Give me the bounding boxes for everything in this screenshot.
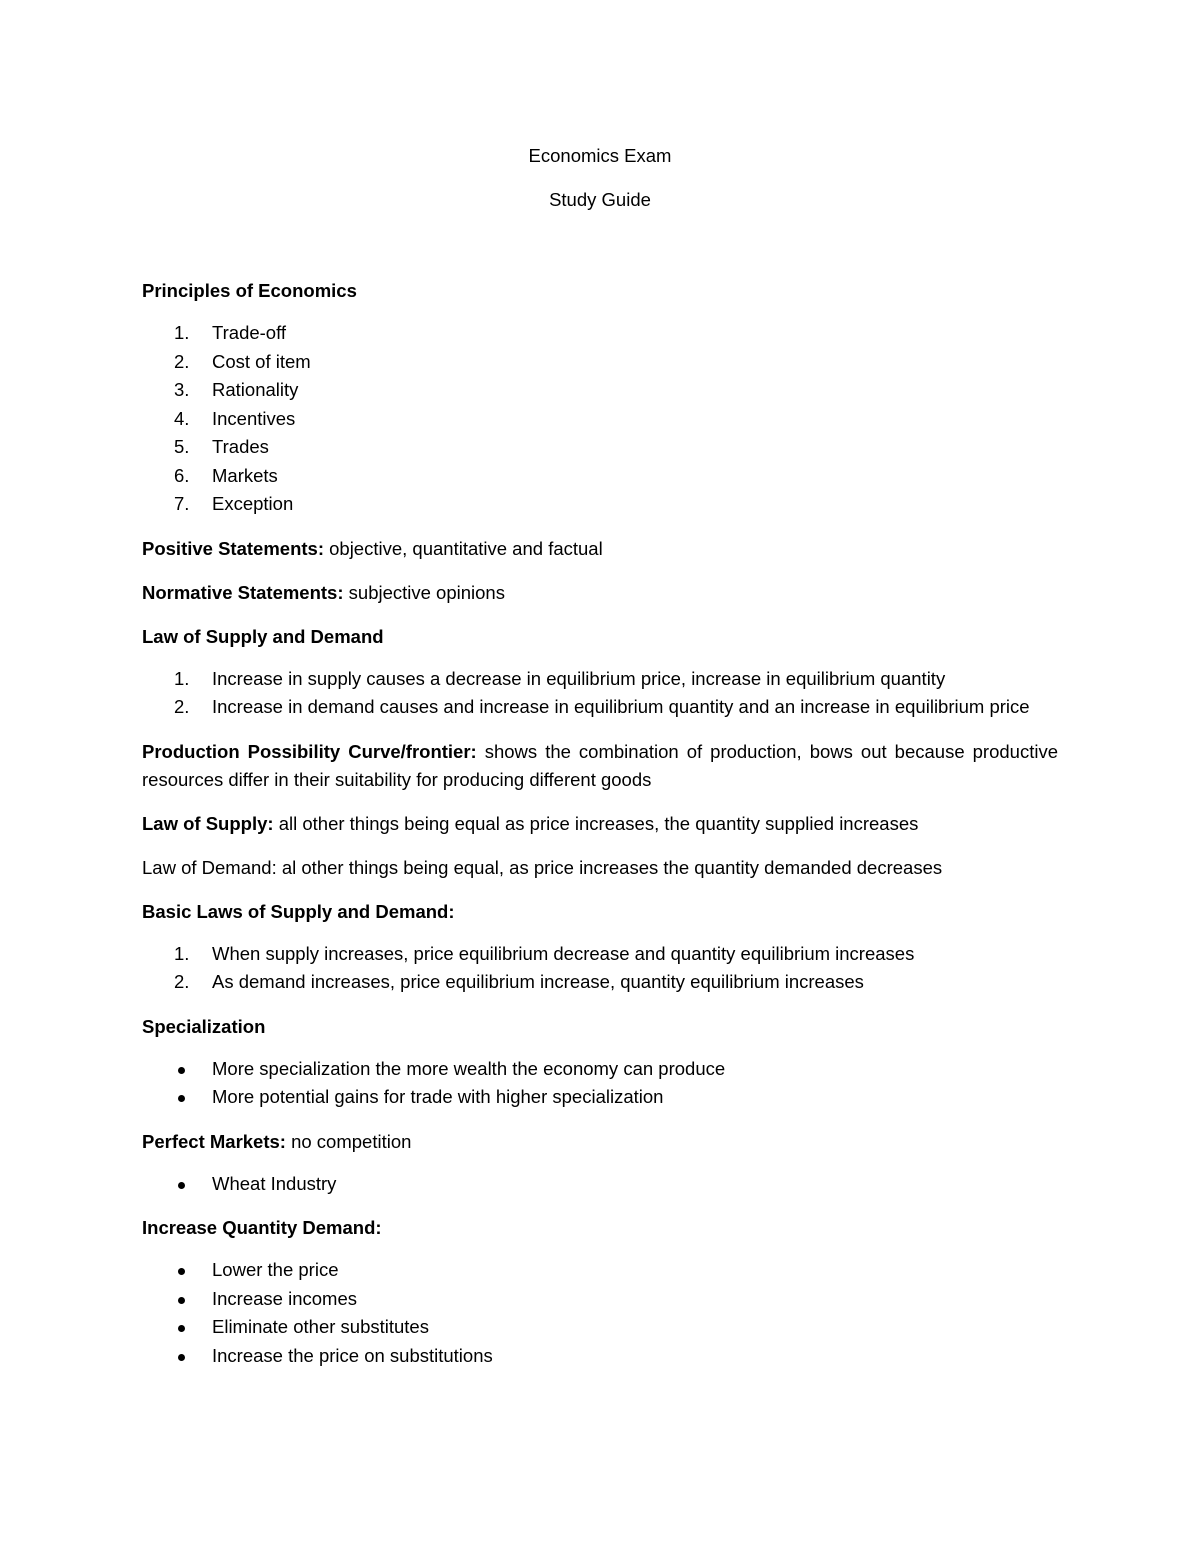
list-item-text: Increase in supply causes a decrease in equilibrium price, increase in equilibrium quantity: [212, 667, 946, 689]
list-item: [142, 490, 1058, 519]
list-item-text: More potential gains for trade with higher specialization: [212, 1086, 664, 1107]
list-item-text: Rationality: [212, 379, 299, 400]
heading-law-supply-demand: Law of Supply and Demand: [142, 625, 384, 647]
law-of-demand: Law of Demand: al other things being equal, as price increases the quantity demanded decreases: [142, 856, 943, 878]
principles-list: [142, 319, 1058, 519]
increase-quantity-demand-list: [142, 1256, 1058, 1370]
list-item: [142, 433, 1058, 462]
list-item-text: Wheat Industry: [212, 1172, 337, 1194]
list-item: [142, 693, 1058, 722]
bullet-icon: [178, 1182, 185, 1189]
term-definition: objective, quantitative and factual: [323, 537, 603, 559]
bullet-icon: [178, 1325, 185, 1332]
heading-basic-laws: Basic Laws of Supply and Demand:: [142, 900, 455, 922]
list-number: 6.: [174, 464, 190, 486]
list-item-text: Incentives: [212, 407, 296, 429]
list-item: [142, 348, 1058, 377]
term-label: Law of Supply:: [142, 812, 274, 834]
list-item-text: Increase incomes: [212, 1287, 357, 1309]
term-definition: all other things being equal as price increases, the quantity supplied increases: [273, 812, 919, 834]
list-item: [142, 1055, 1058, 1084]
term-definition: shows the combination of production, bows out because productive resources differ in their suitability for producing different goods: [142, 740, 1058, 790]
list-item: [142, 376, 1058, 405]
bullet-icon: [178, 1095, 185, 1102]
list-item: [142, 405, 1058, 434]
list-item: [142, 462, 1058, 491]
list-number: 1.: [174, 667, 190, 689]
normative-statements: [142, 579, 1058, 607]
perfect-markets-list: [142, 1170, 1058, 1199]
heading-principles: Principles of Economics: [142, 280, 357, 301]
list-item: [142, 1342, 1058, 1371]
perfect-markets: [142, 1128, 1058, 1156]
list-item: [142, 1313, 1058, 1342]
list-number: 7.: [174, 493, 190, 514]
term-definition: subjective opinions: [343, 581, 505, 603]
list-item-text: Eliminate other substitutes: [212, 1316, 429, 1337]
ppc-definition: [142, 738, 1058, 794]
document-subtitle: Study Guide: [549, 189, 651, 210]
list-item: [142, 1256, 1058, 1285]
positive-statements: [142, 535, 1058, 563]
list-number: 3.: [174, 379, 190, 400]
law-of-supply: [142, 810, 1058, 838]
basic-laws-list: [142, 940, 1058, 997]
list-item: [142, 1083, 1058, 1112]
list-item-text: Lower the price: [212, 1259, 339, 1280]
list-item-text: Cost of item: [212, 350, 311, 372]
term-label: Normative Statements:: [142, 581, 344, 603]
term-definition: no competition: [285, 1130, 412, 1152]
heading-increase-quantity-demand: Increase Quantity Demand:: [142, 1217, 382, 1238]
list-item-text: Increase the price on substitutions: [212, 1344, 493, 1366]
list-item-text: Trade-off: [212, 322, 287, 343]
list-item-text: When supply increases, price equilibrium decrease and quantity equilibrium increases: [212, 942, 915, 964]
document-title: Economics Exam: [528, 145, 672, 166]
bullet-icon: [178, 1354, 185, 1361]
list-item: [142, 940, 1058, 969]
list-item-text: Increase in demand causes and increase in equilibrium quantity and an increase in equilibrium price: [212, 696, 1030, 717]
term-label: Positive Statements:: [142, 537, 324, 559]
list-item: [142, 968, 1058, 997]
law-supply-demand-list: [142, 665, 1058, 722]
list-item: [142, 1170, 1058, 1199]
list-number: 2.: [174, 696, 190, 717]
list-number: 2.: [174, 971, 190, 992]
list-item: [142, 665, 1058, 694]
bullet-icon: [178, 1297, 185, 1304]
heading-specialization: Specialization: [142, 1015, 266, 1037]
term-label: Production Possibility Curve/frontier:: [142, 740, 477, 762]
list-number: 2.: [174, 350, 190, 372]
list-number: 5.: [174, 436, 190, 457]
list-item-text: As demand increases, price equilibrium increase, quantity equilibrium increases: [212, 971, 864, 992]
bullet-icon: [178, 1268, 185, 1275]
list-number: 4.: [174, 407, 190, 429]
list-item-text: More specialization the more wealth the economy can produce: [212, 1057, 726, 1079]
specialization-list: [142, 1055, 1058, 1112]
list-number: 1.: [174, 322, 190, 343]
list-item: [142, 1285, 1058, 1314]
document-body: [142, 143, 1058, 1370]
list-item-text: Markets: [212, 464, 278, 486]
bullet-icon: [178, 1067, 185, 1074]
list-item: [142, 319, 1058, 348]
list-item-text: Trades: [212, 436, 269, 457]
list-item-text: Exception: [212, 493, 294, 514]
term-label: Perfect Markets:: [142, 1130, 286, 1152]
list-number: 1.: [174, 942, 190, 964]
